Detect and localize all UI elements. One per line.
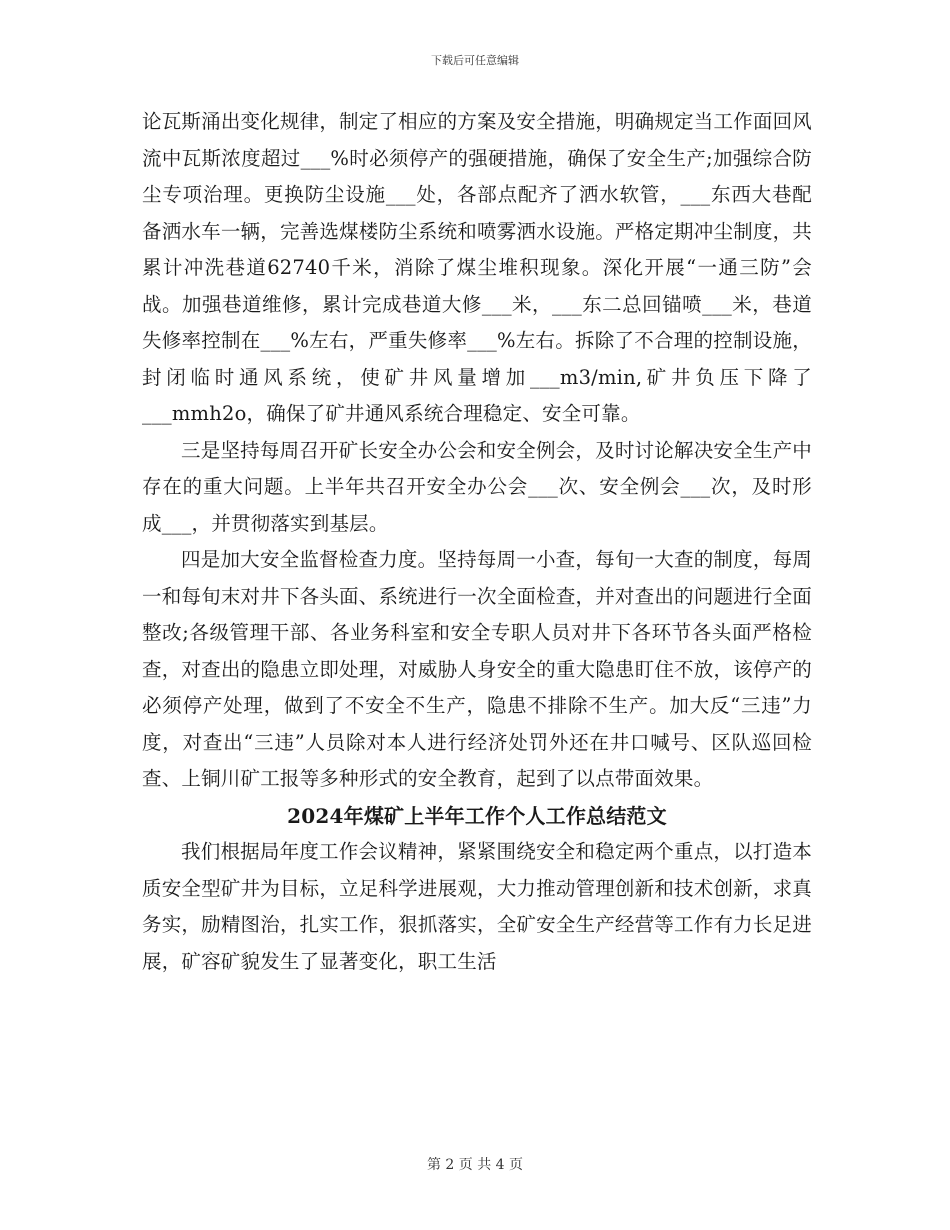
paragraph-supervision: 四是加大安全监督检查力度。坚持每周一小查，每旬一大查的制度，每周一和每旬末对井下各头面、系统进行一次全面检查，并对查出的问题进行全面整改;各级管理干部、各业务科室和安全专职人员对井下各环节各头面严格检查，对查出的隐患立即处理，对威胁人身安全的重大隐患盯住不放，该停产的必须停产处理，做到了不安全不生产，隐患不排除不生产。加大反“三违”力度，对查出“三违”人员除对本人进行经济处罚外还在井口喊号、区队巡回检查、上铜川矿工报等多种形式的安全教育，起到了以点带面效果。 xyxy=(142,548,812,790)
paragraph-safety-meetings: 三是坚持每周召开矿长安全办公会和安全例会，及时讨论解决安全生产中存在的重大问题。上半年共召开安全办公会___次、安全例会___次，及时形成___，并贯彻落实到基层。 xyxy=(142,438,812,535)
page-header: 下载后可任意编辑 xyxy=(431,54,519,67)
paragraph-summary-intro: 我们根据局年度工作会议精神，紧紧围绕安全和稳定两个重点，以打造本质安全型矿井为目标，立足科学进展观，大力推动管理创新和技术创新，求真务实，励精图治，扎实工作，狠抓落实，全矿安全生产经营等工作有力长足进展，矿容矿貌发生了显著变化，职工生活 xyxy=(142,840,812,973)
page-number: 第 2 页 共 4 页 xyxy=(426,1157,524,1173)
section-heading: 2024年煤矿上半年工作个人工作总结范文 xyxy=(287,803,667,828)
document-body xyxy=(142,104,812,980)
paragraph-ventilation: 论瓦斯涌出变化规律，制定了相应的方案及安全措施，明确规定当工作面回风流中瓦斯浓度超过___%时必须停产的强硬措施，确保了安全生产;加强综合防尘专项治理。更换防尘设施___处，各部点配齐了洒水软管，___东西大巷配备洒水车一辆，完善选煤楼防尘系统和喷雾洒水设施。严格定期冲尘制度，共累计冲洗巷道62740千米，消除了煤尘堆积现象。深化开展“一通三防”会战。加强巷道维修，累计完成巷道大修___米，___东二总回锚喷___米，巷道失修率控制在___%左右，严重失修率___%左右。拆除了不合理的控制设施，封闭临时通风系统，使矿井风量增加___m3/min,矿井负压下降了___mmh2o，确保了矿井通风系统合理稳定、安全可靠。 xyxy=(142,110,812,425)
